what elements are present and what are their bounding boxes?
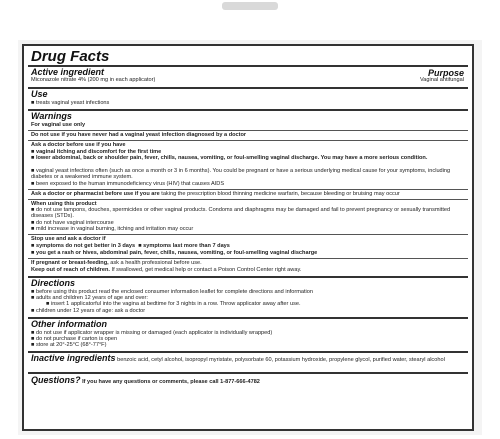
bullet-icon: ■ (31, 155, 35, 161)
drug-facts-panel (22, 44, 474, 431)
directions-item-4: ■ children under 12 years of age: ask a doctor (31, 308, 146, 314)
active-divider (28, 87, 468, 89)
vaginal-use-only: For vaginal use only (31, 122, 86, 128)
ask-item-4: ■ been exposed to the human immunodeficiency virus (HIV) that causes AIDS (31, 181, 225, 187)
bullet-icon: ■ (31, 220, 35, 226)
warnings-heading: Warnings (31, 111, 72, 121)
other-item-2: ■ do not purchase if carton is open (31, 336, 118, 342)
purpose-heading: Purpose (427, 68, 464, 78)
bullet-icon: ■ (31, 308, 35, 314)
purpose-text: Vaginal antifungal (419, 77, 464, 83)
other-information-heading: Other information (31, 319, 107, 329)
stop-use-heading: Stop use and ask a doctor if (31, 236, 106, 242)
pregnant-warning: If pregnant or breast-feeding, ask a health professional before use. (31, 260, 202, 266)
inactive-ingredients-heading: Inactive ingredients (31, 353, 116, 363)
questions-heading: Questions? (31, 375, 81, 385)
inactive-divider (28, 372, 468, 374)
bullet-icon: ■ (31, 295, 35, 301)
bullet-icon: ■ (31, 226, 35, 232)
directions-heading: Directions (31, 278, 76, 288)
use-item: ■ treats vaginal yeast infections (31, 100, 110, 106)
warnings-end-divider (28, 276, 468, 278)
directions-item-1: ■ before using this product read the enclosed consumer information leaflet for complete directions and information (31, 289, 313, 295)
bullet-icon: ■ (31, 289, 35, 295)
directions-item-3: ■ insert 1 applicatorful into the vagina at bedtime for 3 nights in a row. Throw applicator away after use. (46, 301, 301, 307)
bullet-icon: ■ (31, 149, 35, 155)
ask-doctor-heading: Ask a doctor before use if you have (31, 142, 126, 148)
directions-item-2: ■ adults and children 12 years of age and over: (31, 295, 148, 301)
when-item-3: ■ mild increase in vaginal burning, itching and irritation may occur (31, 226, 194, 232)
pharmacist-warning: Ask a doctor or pharmacist before use if you are taking the prescription blood thinning medicine warfarin, because bleeding or bruising may occur (31, 191, 400, 197)
when-using-heading: When using this product (31, 201, 97, 207)
bullet-icon: ■ (31, 336, 35, 342)
use-divider (28, 109, 468, 111)
warnings-divider-5 (28, 234, 468, 235)
use-heading: Use (31, 89, 48, 99)
bullet-icon: ■ (31, 330, 35, 336)
stop-items-row-1: ■ symptoms do not get better in 3 days ■ symptoms last more than 7 days (31, 243, 230, 249)
keep-out-of-reach: Keep out of reach of children. If swallowed, get medical help or contact a Poison Control Center right away. (31, 267, 302, 273)
ask-item-2: ■ lower abdominal, back or shoulder pain, fever, chills, nausea, vomiting, or foul-smelling vaginal discharge. You may have a more serious condition. (31, 155, 428, 161)
warnings-divider-6 (28, 258, 468, 259)
when-item-1: ■ do not use tampons, douches, spermicides or other vaginal products. Condoms and diaphragms may be damaged and fail to prevent pregnancy or sexually transmitted diseases (STDs). (31, 207, 451, 220)
ask-item-1: ■ vaginal itching and discomfort for the first time (31, 149, 162, 155)
active-ingredient-text: Miconazole nitrate 4% (200 mg in each applicator) (31, 77, 156, 83)
warnings-divider-1 (28, 130, 468, 131)
bullet-icon: ■ (46, 301, 50, 307)
warnings-divider-2 (28, 140, 468, 141)
warnings-divider-4 (28, 199, 468, 200)
bullet-icon: ■ (31, 250, 35, 256)
do-not-use-warning: Do not use if you have never had a vaginal yeast infection diagnosed by a doctor (31, 132, 247, 138)
other-item-3: ■ store at 20°-25°C (68°-77°F) (31, 342, 107, 348)
warnings-divider-3 (28, 189, 468, 190)
ask-item-3: ■ vaginal yeast infections often (such as once a month or 3 in 6 months). You could be pregnant or have a serious underlying medical cause for your symptoms, including diabetes or a weakened immune system. (31, 168, 451, 181)
bullet-icon: ■ (31, 100, 35, 106)
drug-facts-title: Drug Facts (31, 48, 110, 65)
inactive-ingredients: Inactive ingredients benzoic acid, cetyl alcohol, isopropyl myristate, polysorbate 60, potassium hydroxide, propylene glycol, purified water, stearyl alcohol (31, 353, 445, 363)
bullet-icon: ■ (31, 207, 35, 213)
bullet-icon: ■ (31, 168, 35, 174)
bullet-icon: ■ (138, 243, 142, 249)
hang-tab (222, 2, 278, 10)
bullet-icon: ■ (31, 243, 35, 249)
when-item-2: ■ do not have vaginal intercourse (31, 220, 114, 226)
bullet-icon: ■ (31, 181, 35, 187)
stop-item-3: ■ you get a rash or hives, abdominal pain, fever, chills, nausea, vomiting, or foul-smelling vaginal discharge (31, 250, 318, 256)
questions-row: Questions? If you have any questions or comments, please call 1-877-666-4782 (31, 375, 260, 385)
active-ingredient-heading: Active ingredient (31, 67, 105, 77)
bullet-icon: ■ (31, 342, 35, 348)
other-item-1: ■ do not use if applicator wrapper is missing or damaged (each applicator is individually wrapped) (31, 330, 273, 336)
